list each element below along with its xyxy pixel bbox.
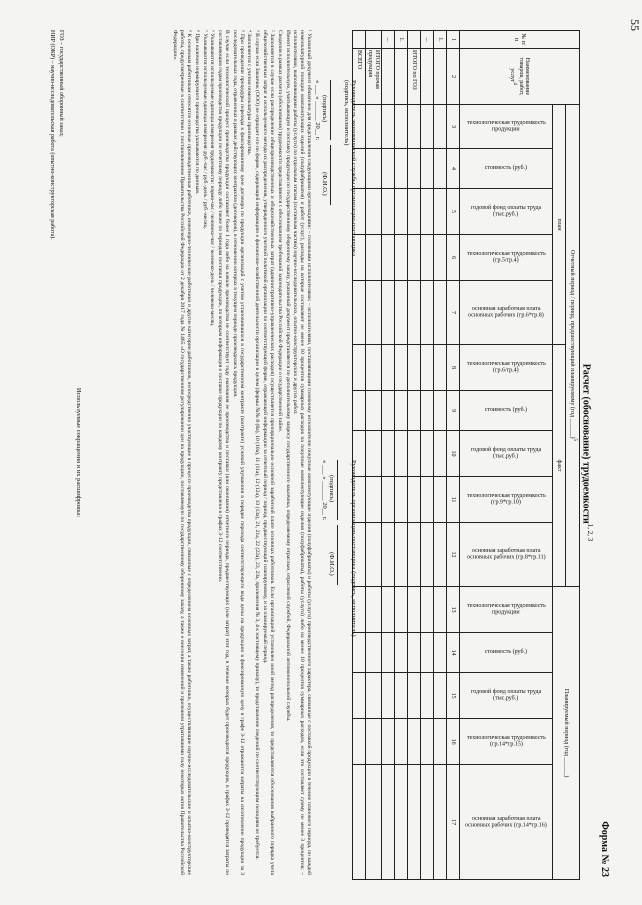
table-cell <box>408 523 421 587</box>
table-cell <box>408 719 421 765</box>
table-cell <box>365 719 381 765</box>
signature-block-director <box>321 460 357 780</box>
col-header-text: технологическая трудоемкость продукции <box>466 119 546 133</box>
table-cell <box>434 719 447 765</box>
table-cell <box>434 765 447 880</box>
table-row <box>408 31 421 880</box>
table-cell <box>408 391 421 431</box>
table-cell <box>434 477 447 523</box>
table-cell <box>395 105 408 149</box>
row-number <box>408 31 421 49</box>
table-cell <box>365 523 381 587</box>
table-cell <box>382 189 395 235</box>
footnote: ⁵ При проведении процедуры перехода к фиксированному цене договора по продукции организаций с учетом установившихся в государственном контракте (контракте) условий улучшения в порядке перехода соответствующего вида цены на продукцию в фиксированную цену в графе 3-12 отражаются затраты на изготовление продукции за 3 последовательных года, отраженных в рамках действующих контрактов (договоров), в отношении которых в текущем периоде производилась продукция. <box>231 30 245 875</box>
table-cell <box>421 105 434 149</box>
row-name <box>434 49 447 105</box>
table-cell <box>382 149 395 189</box>
table-cell <box>434 523 447 587</box>
col-header-text: технологическая трудоемкость (гр.5/гр.4) <box>466 250 546 264</box>
col-number: 4 <box>447 149 460 189</box>
form-title-refs: 1, 2, 3 <box>586 523 594 542</box>
row-name: ИТОГО по ГОЗ <box>408 49 421 105</box>
table-cell <box>365 587 381 633</box>
table-cell <box>408 477 421 523</box>
table-cell <box>421 391 434 431</box>
table-cell <box>408 281 421 345</box>
table-cell <box>382 105 395 149</box>
table-cell <box>408 431 421 477</box>
signature-line <box>330 80 339 140</box>
col-header-text: стоимость (руб.) <box>484 165 528 172</box>
table-cell <box>395 673 408 719</box>
col-header-16 <box>460 719 553 765</box>
table-cell <box>408 765 421 880</box>
signature-block-economist <box>314 80 357 380</box>
table-cell <box>365 105 381 149</box>
table-cell <box>434 189 447 235</box>
row-number <box>365 31 381 49</box>
table-cell <box>421 477 434 523</box>
table-cell <box>395 391 408 431</box>
signature-line <box>337 460 346 520</box>
table-cell <box>421 587 434 633</box>
table-row <box>395 31 408 880</box>
table-cell <box>421 149 434 189</box>
table-cell <box>395 281 408 345</box>
col-header-5 <box>460 189 553 235</box>
col-number: 6 <box>447 235 460 281</box>
table-cell <box>382 587 395 633</box>
footnotes <box>171 30 312 875</box>
table-row <box>434 31 447 880</box>
rotated-form-page <box>10 20 620 885</box>
table-cell <box>395 633 408 673</box>
col-header-text: годовой фонд оплаты труда (тыс.руб.) <box>470 204 542 218</box>
col-header-3 <box>460 105 553 149</box>
table-cell <box>421 345 434 391</box>
table-cell <box>365 345 381 391</box>
table-cell <box>395 523 408 587</box>
table-cell <box>395 431 408 477</box>
table-cell <box>421 431 434 477</box>
table-cell <box>365 391 381 431</box>
sign-caption: (подпись) <box>321 95 328 122</box>
footnote: Имеют исполнительную, учитывающую и поставку продукции по государственному оборонному заказу, указанный документ представляется по дополнительному запросу государственного заказчика, определяемому отраслью, отраслевой службой, Федеральной антимонопольной службы. <box>284 30 291 722</box>
footnote: ¹ Указанный документ обязателен для представления следующими организациями: – головными исполнителями; – исполнителями, поставляющими головному исполнителю покупные комплектующие изделия (полуфабрикаты) и работы (услуги) производственного характера, связанные с поставкой продукции в течение планового периода, по каждой номенклатурной позиции комплектующих изделий (полуфабрикатов) и работ (услуг), расходы на которые составляют не менее 10 процентов суммарных расходов на покупные комплектующие изделия (полуфабрикаты), работы (услуги) либо на менее 10 процентов суммарных расходов, если это составляет сумму не менее 3 процентов; – исполнителями, выполняющими работы (услуги) по отдельным этапам (составным частям) научно-исследовательских, опытно-конструкторских и других работ. <box>292 30 312 875</box>
table-cell <box>421 673 434 719</box>
col-header-8 <box>460 345 553 391</box>
footnote: ⁹ К основным работникам относятся основные производственные работники, инженерно-технические работники и другие категории работников, непосредственно участвующие в процессе производства продукции, связанные с определением основных затрат, а также работники, осуществляющие научно-исследовательские и опытно-конструкторские работы, предусмотренные в соответствии с постановлением Правительства Российской Федерации от 2 декабря 2017 года № 1465 «О государственном регулировании цен на продукцию, поставляемую по государственному оборонному заказу, а также о внесении изменений и признании утратившими силу некоторых актов Правительства Российской Федерации». <box>172 30 192 875</box>
footnote: ⁸ При наличии нормируемого производства указываются по данным. <box>193 30 200 195</box>
table-cell <box>365 673 381 719</box>
table-row <box>421 31 434 880</box>
col-header-text: годовой фонд оплаты труда (тыс.руб.) <box>470 689 542 702</box>
col-header-text: стоимость (руб.) <box>484 407 528 414</box>
table-cell <box>408 149 421 189</box>
table-cell <box>382 523 395 587</box>
table-cell <box>395 587 408 633</box>
table-cell <box>434 105 447 149</box>
col-header-12 <box>460 523 553 587</box>
col-header-text: технологическая трудоемкость продукции <box>466 603 546 616</box>
fio-line <box>330 145 339 205</box>
reporting-period-header: Отчетный период / период, предшествующий планируемому (год ______)$^5$ <box>566 105 580 587</box>
table-cell <box>434 281 447 345</box>
table-cell <box>408 189 421 235</box>
col-header-14 <box>460 633 553 673</box>
table-cell <box>382 477 395 523</box>
table-cell <box>382 345 395 391</box>
table-cell <box>352 391 365 431</box>
form-title-text: Расчет (обоснование) трудоемкости <box>580 363 592 524</box>
date-mark: « ___ » ______ 20__ г. <box>321 460 328 521</box>
col-header-11 <box>460 477 553 523</box>
signature-director-title: Руководитель организации-поставщика (подпись, исполнитель) <box>350 460 357 637</box>
table-cell <box>365 765 381 880</box>
col-header-text: основная заработная плата основных рабочих (гр.14*гр.16) <box>465 815 547 829</box>
col-number: 12 <box>447 523 460 587</box>
table-cell <box>382 431 395 477</box>
table-cell <box>434 633 447 673</box>
row-name <box>421 49 434 105</box>
signature-economist-caption: (подпись, исполнитель) <box>343 80 350 146</box>
col-number: 2 <box>447 49 460 105</box>
table-cell <box>395 477 408 523</box>
table-cell <box>408 587 421 633</box>
col-number: 13 <box>447 587 460 633</box>
col-number: 7 <box>447 281 460 345</box>
col-header-9 <box>460 391 553 431</box>
signature-economist-title: Руководитель экономической службы организации-поставщика <box>350 80 357 256</box>
sign-caption: (подпись) <box>328 475 335 502</box>
table-cell <box>382 719 395 765</box>
table-cell <box>434 431 447 477</box>
planned-period-header: Планируемый период (год ______) <box>553 587 580 880</box>
table-cell <box>382 281 395 345</box>
table-cell <box>365 477 381 523</box>
table-cell <box>434 587 447 633</box>
table-cell <box>395 149 408 189</box>
table-cell <box>408 235 421 281</box>
table-cell <box>395 345 408 391</box>
col-number: 9 <box>447 391 460 431</box>
col-header-text: основная заработная плата основных рабочих (гр.8*гр.11) <box>466 547 546 561</box>
form-label: Форма № 23 <box>599 821 610 877</box>
col-number: 14 <box>447 633 460 673</box>
fio-caption: (Ф.И.О.) <box>321 171 328 196</box>
table-cell <box>421 281 434 345</box>
table-cell <box>395 719 408 765</box>
table-cell <box>382 765 395 880</box>
row-number: ... <box>421 31 434 49</box>
table-cell <box>365 633 381 673</box>
footnote: ⁴ Заполняется с учетом номенклатуры производства. <box>246 30 253 155</box>
col-header-4 <box>460 149 553 189</box>
col-header-7 <box>460 281 553 345</box>
table-cell <box>382 673 395 719</box>
col-number: 1 <box>447 31 460 49</box>
col-header-17 <box>460 765 553 880</box>
fio-line <box>337 525 346 585</box>
table-cell <box>365 189 381 235</box>
col-number: 15 <box>447 673 460 719</box>
row-name <box>382 49 395 105</box>
table-cell <box>421 523 434 587</box>
footnote: ² Заполняется в случае если распределение общепроизводственных и общехозяйственных затрат (административно-управленческих расходов) осуществляется пропорционально основной заработной плате основных работников. Если организацией установлен иной метод распределения, то представляются обоснования выбранного порядка учета общехозяйственных затрат и используемого метода их распределения, утвержденного учетной политикой организации по соответствующей форме, отражающей информацию за отчетный период / период, предшествующий планируемому, и за планируемый период. <box>262 30 275 875</box>
table-cell <box>421 765 434 880</box>
labor-intensity-table <box>352 30 580 880</box>
col-header-10 <box>460 431 553 477</box>
row-number: ... <box>382 31 395 49</box>
abbreviations-title: Используемые сокращения и их расшифровка: <box>75 387 82 518</box>
abbreviation-goz: ГОЗ – государственный оборонный заказ; <box>58 30 64 137</box>
col-number: 11 <box>447 477 460 523</box>
col-number: 10 <box>447 431 460 477</box>
table-cell <box>352 765 365 880</box>
table-cell <box>408 673 421 719</box>
abbreviation-nir: НИР (ОКР) – научно-исследовательская работа (опытно-конструкторская работа). <box>49 30 55 240</box>
table-cell <box>408 345 421 391</box>
col-header-13 <box>460 587 553 633</box>
table-cell <box>421 189 434 235</box>
table-cell <box>421 633 434 673</box>
table-cell <box>395 235 408 281</box>
col-header-6 <box>460 235 553 281</box>
footnote: В случае если технологический процесс производства продукции составляет более 1 года либо на начале производства не соответствует году окончания ее производства и поставки (или окончания) отчетного периода, предшествующих (или затрат) этот год, в течение которых будет производится продукция, в графах 3-12 приводятся затраты по составляющим годам производства продукции по отчетному периоду либо также по периодам поставки продукции, по которым информация о поставке продукции по каждому контракту представлена в графах 3-12 соответственно. <box>217 30 231 875</box>
col-header-text: технологическая трудоемкость (гр.9*гр.10) <box>466 492 546 506</box>
table-cell <box>421 719 434 765</box>
table-cell <box>395 765 408 880</box>
col-number: 3 <box>447 105 460 149</box>
table-cell <box>365 149 381 189</box>
row-name: ВСЕГО <box>352 49 365 105</box>
table-row <box>365 31 381 880</box>
fact-header: факт <box>553 345 566 587</box>
col-number: 16 <box>447 719 460 765</box>
col-name-header: Наименование товаров, работ, услуг$^4$ <box>460 49 580 105</box>
col-header-text: технологическая трудоемкость (гр.14*гр.15) <box>466 735 546 748</box>
table-cell <box>365 281 381 345</box>
table-cell <box>365 235 381 281</box>
table-cell <box>382 633 395 673</box>
col-number: 8 <box>447 345 460 391</box>
table-cell <box>382 235 395 281</box>
table-cell <box>395 189 408 235</box>
col-header-text: основная заработная плата основных рабочих (гр.6*гр.8) <box>468 305 544 319</box>
col-header-text: технологическая трудоемкость (гр.6/гр.4) <box>466 360 546 374</box>
table-cell <box>434 673 447 719</box>
row-name: ИТОГО прочая продукция <box>365 49 381 105</box>
table-cell <box>421 235 434 281</box>
row-number <box>352 31 365 49</box>
row-number: 1. <box>434 31 447 49</box>
col-header-text: стоимость (руб.) <box>484 649 528 656</box>
date-mark: « ___ » ______ 20__ г. <box>314 80 321 141</box>
row-number: 1. <box>395 31 408 49</box>
footnote: ⁷ Указываются используемые единицы измерения: руб.-час / руб.-день / руб.-месяц. <box>201 30 208 229</box>
table-cell <box>365 431 381 477</box>
table-cell <box>434 391 447 431</box>
table-row <box>382 31 395 880</box>
table-cell <box>434 235 447 281</box>
col-num-header: № п/п <box>460 31 580 49</box>
plan-header: план <box>553 105 566 345</box>
table-cell <box>434 149 447 189</box>
table-cell <box>382 391 395 431</box>
col-header-text: годовой фонд оплаты труда (тыс.руб.) <box>470 446 542 460</box>
col-number: 17 <box>447 765 460 880</box>
form-title <box>581 20 594 885</box>
page-number: 55 <box>628 19 642 31</box>
table-cell <box>408 105 421 149</box>
col-header-15 <box>460 673 553 719</box>
footnote: ⁶ Указываются используемые единицы измерения трудоемкости: нормо-час / человеко-час / человеко-день / человеко-месяц. <box>209 30 216 327</box>
footnote: Сведения в рамках расчета (обоснования) трудоемкости представляются с обоснованием требований законодательства Российской Федерации о государственной тайне. <box>276 30 283 433</box>
fio-caption: (Ф.И.О.) <box>328 551 335 576</box>
table-cell <box>408 633 421 673</box>
col-number: 5 <box>447 189 460 235</box>
table-cell <box>434 345 447 391</box>
footnote: ³ В случае если Заказчик (ООО) не отрицает его по форме, содержащей информацию о финансово-хозяйственной деятельности организации в целом (формы №№ 8 (8а), 10 (10а), 11 (11а), 12 (12а), 13 (13а), 21, 21а, 22 (22а), 23, 23а, приложения № 3, 4 к настоящему приказу), то представление сведений по соответствующим позициям не требуется. <box>254 30 261 860</box>
row-name <box>395 49 408 105</box>
